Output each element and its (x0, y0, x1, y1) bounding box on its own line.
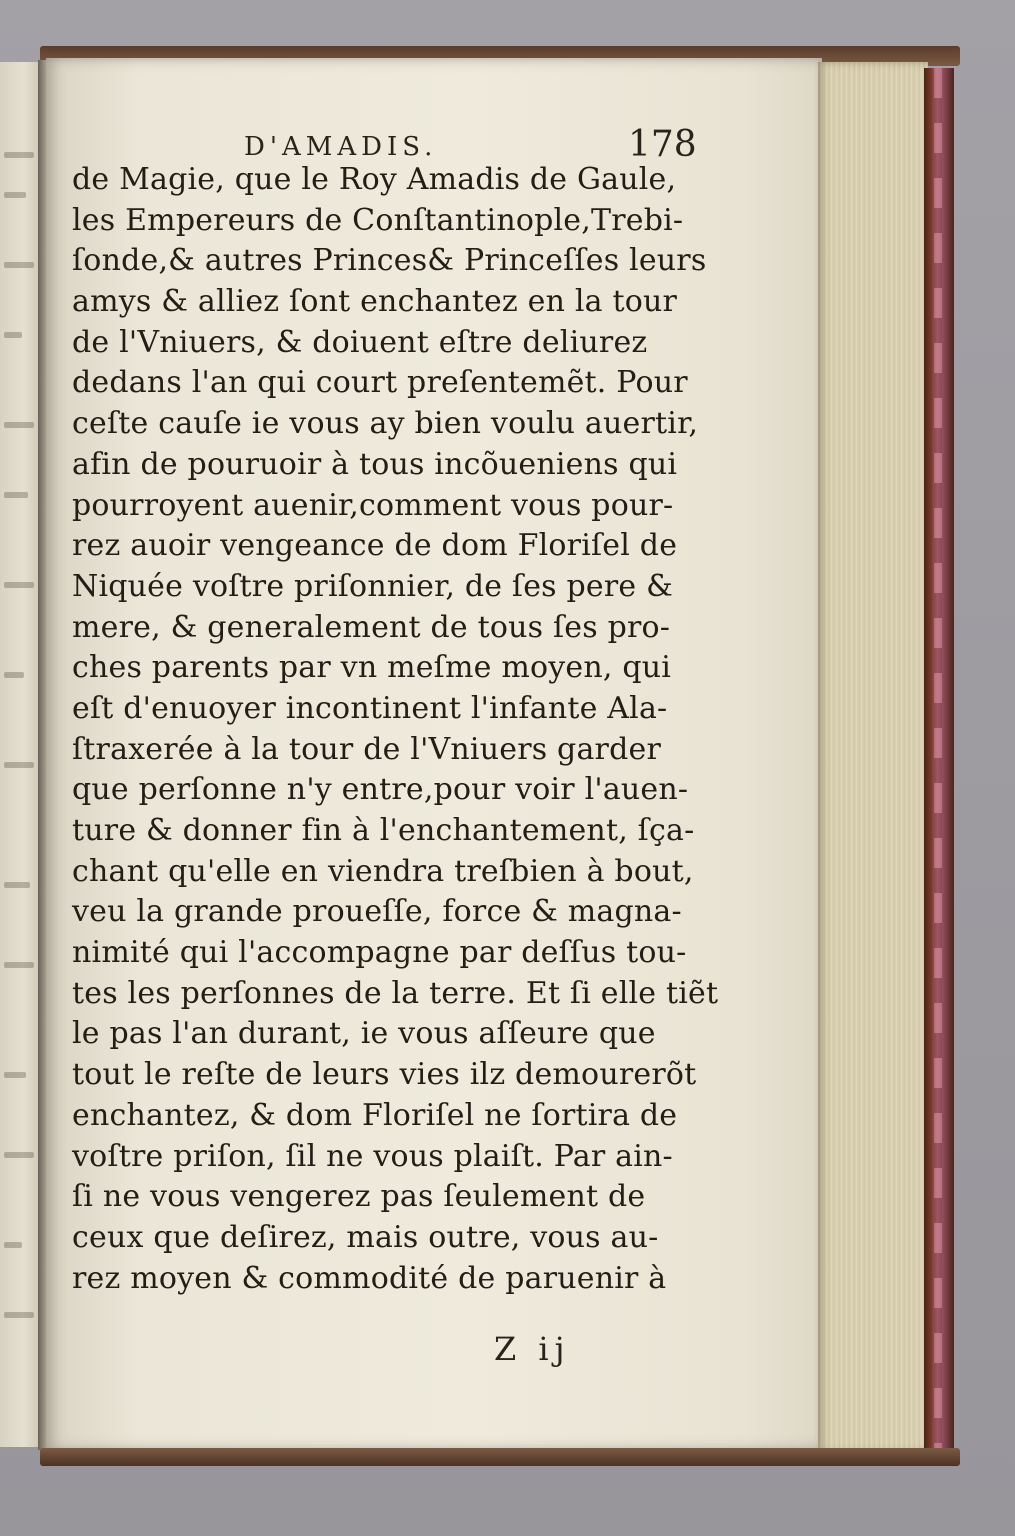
text-line: ceſte cauſe ie vous ay bien voulu auertir, (72, 406, 699, 442)
page-number: 178 (628, 124, 697, 165)
text-line: afin de pouruoir à tous incõueniens qui (72, 446, 678, 482)
signature-mark: Z ij (494, 1330, 571, 1368)
text-line: dedans l'an qui court preſentemẽt. Pour (72, 365, 688, 401)
text-line: ture & donner fin à l'enchantement, ſça- (72, 813, 695, 848)
text-line: le pas l'an durant, ie vous aſſeure que (72, 1016, 656, 1052)
text-line: de Magie, que le Roy Amadis de Gaule, (72, 162, 677, 197)
text-line: les Empereurs de Conſtantinople,Trebi- (72, 202, 684, 238)
text-line: que perſonne n'y entre,pour voir l'auen- (72, 772, 689, 808)
text-line: nimité qui l'accompagne par deſſus tou- (72, 935, 687, 971)
text-line: de l'Vniuers, & doiuent eſtre deliurez (72, 324, 648, 360)
text-line: mere, & generalement de tous ſes pro- (72, 609, 671, 645)
book-cover-side-edge (924, 68, 954, 1460)
text-line: ſi ne vous vengerez pas ſeulement de (72, 1179, 646, 1215)
running-head: D'AMADIS. (244, 132, 438, 162)
text-line: Niquée voſtre priſonnier, de ſes pere & (72, 568, 674, 604)
text-line: ceux que deſirez, mais outre, vous au- (72, 1219, 659, 1255)
text-line: voſtre priſon, ſil ne vous plaiſt. Par ain- (72, 1138, 673, 1174)
text-line: rez auoir vengeance de dom Floriſel de (72, 528, 678, 564)
text-line: pourroyent auenir,comment vous pour- (72, 487, 674, 523)
text-block (72, 160, 719, 1299)
text-line: amys & alliez ſont enchantez en la tour (72, 284, 678, 320)
text-line: tout le reſte de leurs vies ilz demourerõt (72, 1057, 697, 1093)
text-line: veu la grande proueſſe, force & magna- (72, 894, 682, 930)
text-line: ches parents par vn meſme moyen, qui (72, 650, 672, 686)
facing-page-fragment (0, 62, 41, 1447)
text-line: ſonde,& autres Princes& Princeſſes leurs (72, 243, 707, 279)
text-line: tes les perſonnes de la terre. Et ſi elle tiẽt (72, 975, 719, 1011)
text-line: enchantez, & dom Floriſel ne ſortira de (72, 1097, 678, 1133)
text-line: ſtraxerée à la tour de l'Vniuers garder (72, 731, 661, 767)
page-edges (818, 62, 928, 1452)
text-line: rez moyen & commodité de paruenir à (72, 1260, 667, 1296)
text-line: chant qu'elle en viendra treſbien à bout, (72, 853, 694, 889)
book-cover-bottom-edge (40, 1448, 960, 1466)
text-line: eſt d'enuoyer incontinent l'infante Ala- (72, 690, 668, 726)
